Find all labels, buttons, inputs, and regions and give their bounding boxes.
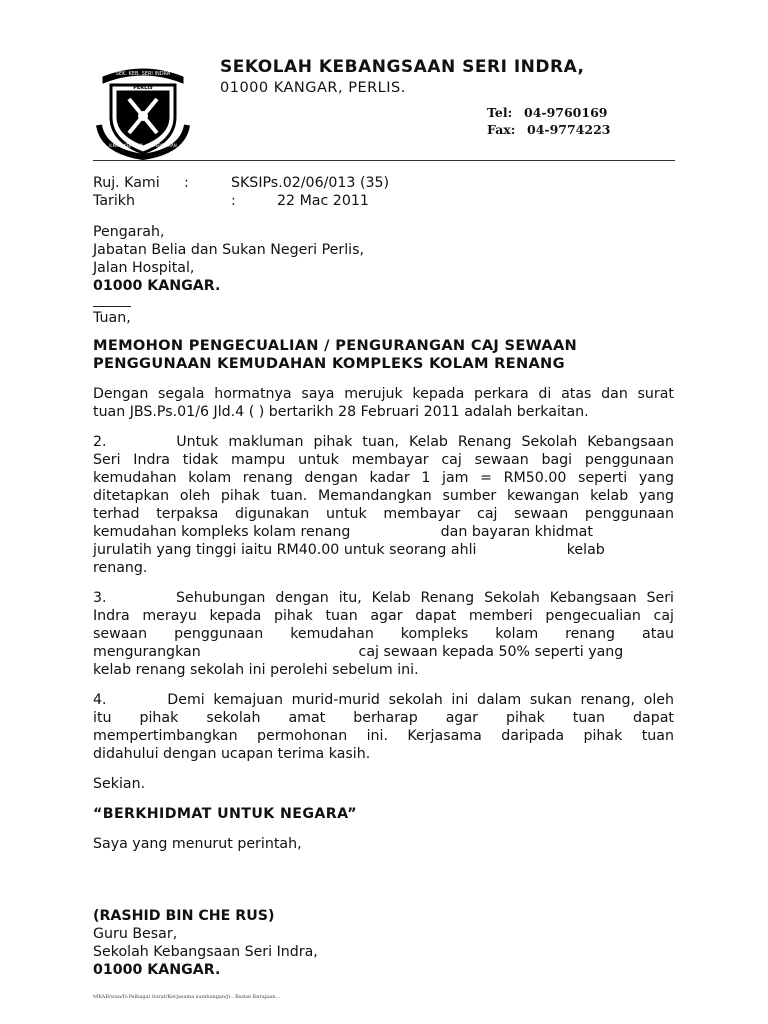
paragraph-2-line: ditetapkan oleh pihak tuan. Memandangkan sumber kewangan kelab yang (93, 488, 674, 504)
closing-motto: “BERKHIDMAT UNTUK NEGARA” (93, 806, 357, 822)
school-address: 01000 KANGAR, PERLIS. (220, 80, 406, 96)
tarikh-value: 22 Mac 2011 (277, 193, 369, 209)
signatory-name: (RASHID BIN CHE RUS) (93, 908, 275, 924)
tel-label: Tel: (487, 105, 513, 120)
signatory-postcode: 01000 KANGAR. (93, 962, 221, 978)
paragraph-2-line: jurulatih yang tinggi iaitu RM40.00 untuk seorang ahli kelab (93, 542, 605, 558)
footer-file-path: MKAB/wan/D:Pelbagai Surat/Kerjasama sumbangan/jt...Badan Kerajaan... (93, 994, 281, 1000)
ruj-colon: : (184, 175, 189, 191)
paragraph-2-line: 2. Untuk makluman pihak tuan, Kelab Renang Sekolah Kebangsaan (93, 434, 674, 450)
signatory-school: Sekolah Kebangsaan Seri Indra, (93, 944, 318, 960)
paragraph-2-line: kemudahan kompleks kolam renang dan bayaran khidmat (93, 524, 593, 540)
recipient-line-1: Pengarah, (93, 224, 165, 240)
ruj-value: SKSIPs.02/06/013 (35) (231, 175, 390, 191)
paragraph-3-line: Indra merayu kepada pihak tuan agar dapat memberi pengecualian caj (93, 608, 674, 624)
crest-top-text: SEK. KEB. SERI INDRA (115, 71, 171, 77)
paragraph-4-line: didahului dengan ucapan terima kasih. (93, 746, 371, 762)
fax-value: 04-9774223 (527, 122, 611, 137)
paragraph-3-line: 3. Sehubungan dengan itu, Kelab Renang Sekolah Kebangsaan Seri (93, 590, 674, 606)
subject-line-1: MEMOHON PENGECUALIAN / PENGURANGAN CAJ SEWAAN (93, 337, 578, 354)
tel-value: 04-9760169 (524, 105, 608, 120)
recipient-line-3: Jalan Hospital, (93, 260, 195, 276)
school-name: SEKOLAH KEBANGSAAN SERI INDRA, (220, 57, 585, 77)
crest-motto-text: ILMU • KEJAYAAN • KEPERCAYAAN (109, 143, 177, 148)
tarikh-label: Tarikh (93, 193, 135, 209)
tarikh-colon: : (231, 193, 236, 209)
paragraph-4-line: itu pihak sekolah amat berharap agar pihak tuan dapat (93, 710, 674, 726)
paragraph-3-line: mengurangkan caj sewaan kepada 50% seperti yang (93, 644, 624, 660)
paragraph-2-line: Seri Indra tidak mampu untuk membayar caj sewaan bagi penggunaan (93, 452, 674, 468)
school-crest-logo (93, 55, 193, 160)
salutation: Tuan, (93, 310, 131, 326)
subject-line-2: PENGGUNAAN KEMUDAHAN KOMPLEKS KOLAM RENANG (93, 355, 565, 372)
recipient-line-2: Jabatan Belia dan Sukan Negeri Perlis, (93, 242, 365, 258)
paragraph-4-line: mempertimbangkan permohonan ini. Kerjasama daripada pihak tuan (93, 728, 674, 744)
ruj-label: Ruj. Kami (93, 175, 160, 191)
signatory-title: Guru Besar, (93, 926, 178, 942)
closing-sekian: Sekian. (93, 776, 146, 792)
crest-state-text: PERLIS (133, 85, 153, 91)
closing-yours: Saya yang menurut perintah, (93, 836, 302, 852)
paragraph-3-line: sewaan penggunaan kemudahan kompleks kolam renang atau (93, 626, 674, 642)
underline-mark (93, 306, 131, 307)
paragraph-3-line: kelab renang sekolah ini perolehi sebelum ini. (93, 662, 419, 678)
letterhead-divider (93, 160, 675, 161)
paragraph-4-line: 4. Demi kemajuan murid-murid sekolah ini dalam sukan renang, oleh (93, 692, 674, 708)
fax-label: Fax: (487, 122, 516, 137)
paragraph-1-line: Dengan segala hormatnya saya merujuk kepada perkara di atas dan surat (93, 386, 674, 402)
recipient-postcode: 01000 KANGAR. (93, 278, 221, 294)
paragraph-2-line: kemudahan kolam renang dengan kadar 1 jam = RM50.00 seperti yang (93, 470, 674, 486)
paragraph-1-line: tuan JBS.Ps.01/6 Jld.4 ( ) bertarikh 28 Februari 2011 adalah berkaitan. (93, 404, 589, 420)
paragraph-2-line: renang. (93, 560, 148, 576)
paragraph-2-line: terhad terpaksa digunakan untuk membayar caj sewaan penggunaan (93, 506, 674, 522)
